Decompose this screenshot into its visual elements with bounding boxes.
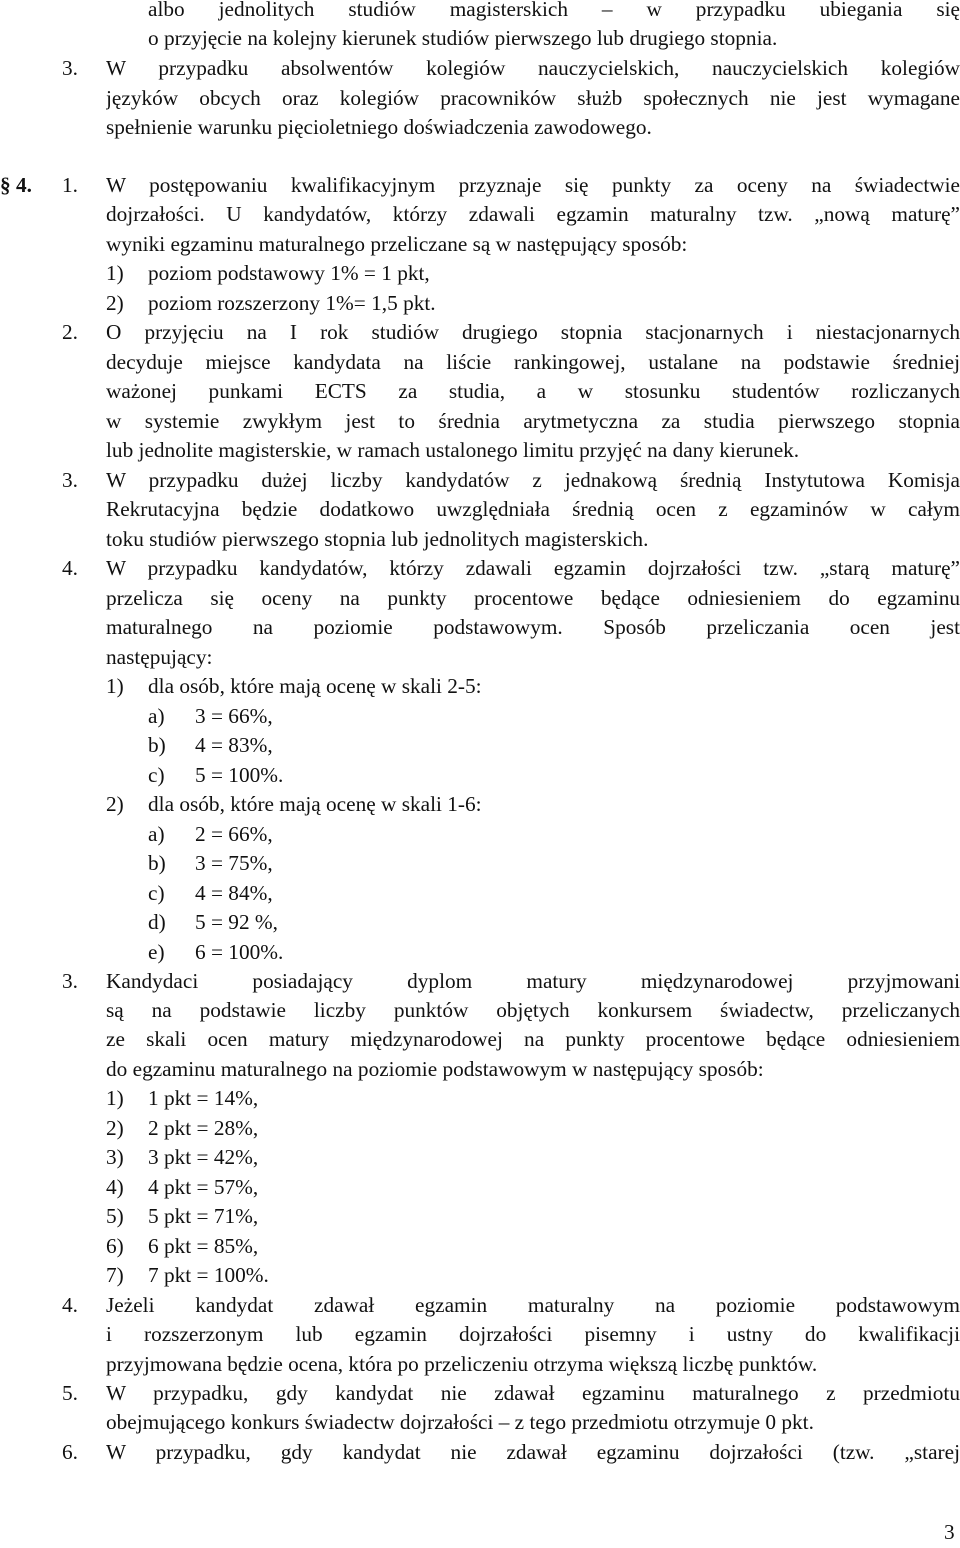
ib-point-1-text: 1 pkt = 14%, xyxy=(148,1086,259,1110)
item-3-line-1: W przypadku dużej liczby kandydatów z jednakową średnią Instytutowa Komisja xyxy=(106,468,960,492)
scale-2-b-text: 3 = 75%, xyxy=(195,851,273,875)
item-1-sub-1-text: poziom podstawowy 1% = 1 pkt, xyxy=(148,261,430,285)
ib-point-5-text: 5 pkt = 71%, xyxy=(148,1204,259,1228)
scale-1-b-text: 4 = 83%, xyxy=(195,733,273,757)
item-1-sub-1-number: 1) xyxy=(106,261,124,285)
prev-item-3-line-1: W przypadku absolwentów kolegiów nauczycielskich, nauczycielskich kolegiów xyxy=(106,56,960,80)
section-marker: § 4. xyxy=(0,173,32,197)
item-4-number: 4. xyxy=(62,556,78,580)
ib-point-3-number: 3) xyxy=(106,1145,124,1169)
item-3b-line-4: do egzaminu maturalnego na poziomie podstawowym w następujący sposób: xyxy=(106,1057,764,1081)
item-5-line-2: obejmującego konkurs świadectw dojrzałości – z tego przedmiotu otrzymuje 0 pkt. xyxy=(106,1410,814,1434)
item-6-number: 6. xyxy=(62,1440,78,1464)
page-number: 3 xyxy=(944,1520,955,1544)
ib-point-3-text: 3 pkt = 42%, xyxy=(148,1145,259,1169)
prev-item-3-number: 3. xyxy=(62,56,78,80)
item-1-number: 1. xyxy=(62,173,78,197)
scale-2-d-letter: d) xyxy=(148,910,166,934)
item-4b-line-3: przyjmowana będzie ocena, która po przeliczeniu otrzyma większą liczbę punktów. xyxy=(106,1352,818,1376)
item-6-line-1: W przypadku, gdy kandydat nie zdawał egzaminu dojrzałości (tzw. „starej xyxy=(106,1440,960,1464)
scale-1-c-letter: c) xyxy=(148,763,165,787)
item-4b-line-2: i rozszerzonym lub egzamin dojrzałości pisemny i ustny do kwalifikacji xyxy=(106,1322,960,1346)
item-2-number: 2. xyxy=(62,320,78,344)
item-4b-line-1: Jeżeli kandydat zdawał egzamin maturalny na poziomie podstawowym xyxy=(106,1293,960,1317)
ib-point-6-text: 6 pkt = 85%, xyxy=(148,1234,259,1258)
item-2-line-3: ważonej punkami ECTS za studia, a w stosunku studentów rozliczanych xyxy=(106,379,960,403)
scale-1-a-letter: a) xyxy=(148,704,165,728)
item-1-sub-2-number: 2) xyxy=(106,291,124,315)
item-1-line-3: wyniki egzaminu maturalnego przeliczane są w następujący sposób: xyxy=(106,232,688,256)
item-3-line-2: Rekrutacyjna będzie dodatkowo uwzględniała średnią ocen z egzaminów w całym xyxy=(106,497,960,521)
ib-point-2-number: 2) xyxy=(106,1116,124,1140)
ib-point-6-number: 6) xyxy=(106,1234,124,1258)
item-2-line-1: O przyjęciu na I rok studiów drugiego stopnia stacjonarnych i niestacjonarnych xyxy=(106,320,960,344)
scale-2-d-text: 5 = 92 %, xyxy=(195,910,278,934)
scale-2-a-text: 2 = 66%, xyxy=(195,822,273,846)
scale-2-text: dla osób, które mają ocenę w skali 1-6: xyxy=(148,792,482,816)
item-3-number: 3. xyxy=(62,468,78,492)
scale-1-a-text: 3 = 66%, xyxy=(195,704,273,728)
scale-2-number: 2) xyxy=(106,792,124,816)
scale-1-number: 1) xyxy=(106,674,124,698)
item-4-line-3: maturalnego na poziomie podstawowym. Sposób przeliczania ocen jest xyxy=(106,615,960,639)
item-1-line-1: W postępowaniu kwalifikacyjnym przyznaje się punkty za oceny na świadectwie xyxy=(106,173,960,197)
item-3-line-3: toku studiów pierwszego stopnia lub jednolitych magisterskich. xyxy=(106,527,649,551)
ib-point-5-number: 5) xyxy=(106,1204,124,1228)
scale-1-b-letter: b) xyxy=(148,733,166,757)
item-3b-number: 3. xyxy=(62,969,78,993)
scale-1-c-text: 5 = 100%. xyxy=(195,763,284,787)
item-1-sub-2-text: poziom rozszerzony 1%= 1,5 pkt. xyxy=(148,291,436,315)
item-3b-line-3: ze skali ocen matury międzynarodowej na punkty procentowe będące odniesieniem xyxy=(106,1027,960,1051)
item-4-line-2: przelicza się oceny na punkty procentowe będące odniesieniem do egzaminu xyxy=(106,586,960,610)
prev-item-3-line-3: spełnienie warunku pięcioletniego doświadczenia zawodowego. xyxy=(106,115,652,139)
item-1-line-2: dojrzałości. U kandydatów, którzy zdawali egzamin maturalny tzw. „nową maturę” xyxy=(106,202,960,226)
scale-2-c-letter: c) xyxy=(148,881,165,905)
prev-item-3-line-2: języków obcych oraz kolegiów pracowników służb społecznych nie jest wymagane xyxy=(106,86,960,110)
scale-2-a-letter: a) xyxy=(148,822,165,846)
ib-point-1-number: 1) xyxy=(106,1086,124,1110)
scale-2-c-text: 4 = 84%, xyxy=(195,881,273,905)
item-2-line-5: lub jednolite magisterskie, w ramach ustalonego limitu przyjęć na dany kierunek. xyxy=(106,438,800,462)
scale-2-b-letter: b) xyxy=(148,851,166,875)
ib-point-4-text: 4 pkt = 57%, xyxy=(148,1175,259,1199)
ib-point-7-text: 7 pkt = 100%. xyxy=(148,1263,269,1287)
intro-line-1: albo jednolitych studiów magisterskich – w przypadku ubiegania się xyxy=(148,0,960,21)
item-3b-line-1: Kandydaci posiadający dyplom matury międzynarodowej przyjmowani xyxy=(106,969,960,993)
scale-1-text: dla osób, które mają ocenę w skali 2-5: xyxy=(148,674,482,698)
ib-point-4-number: 4) xyxy=(106,1175,124,1199)
item-2-line-2: decyduje miejsce kandydata na liście rankingowej, ustalane na podstawie średniej xyxy=(106,350,960,374)
intro-line-2: o przyjęcie na kolejny kierunek studiów pierwszego lub drugiego stopnia. xyxy=(148,26,778,50)
item-4-line-4: następujący: xyxy=(106,645,213,669)
item-5-number: 5. xyxy=(62,1381,78,1405)
item-4b-number: 4. xyxy=(62,1293,78,1317)
scale-2-e-letter: e) xyxy=(148,940,165,964)
item-5-line-1: W przypadku, gdy kandydat nie zdawał egzaminu maturalnego z przedmiotu xyxy=(106,1381,960,1405)
item-3b-line-2: są na podstawie liczby punktów objętych konkursem świadectw, przeliczanych xyxy=(106,998,960,1022)
ib-point-2-text: 2 pkt = 28%, xyxy=(148,1116,259,1140)
item-4-line-1: W przypadku kandydatów, którzy zdawali egzamin dojrzałości tzw. „starą maturę” xyxy=(106,556,960,580)
ib-point-7-number: 7) xyxy=(106,1263,124,1287)
item-2-line-4: w systemie zwykłym jest to średnia arytmetyczna za studia pierwszego stopnia xyxy=(106,409,960,433)
scale-2-e-text: 6 = 100%. xyxy=(195,940,284,964)
